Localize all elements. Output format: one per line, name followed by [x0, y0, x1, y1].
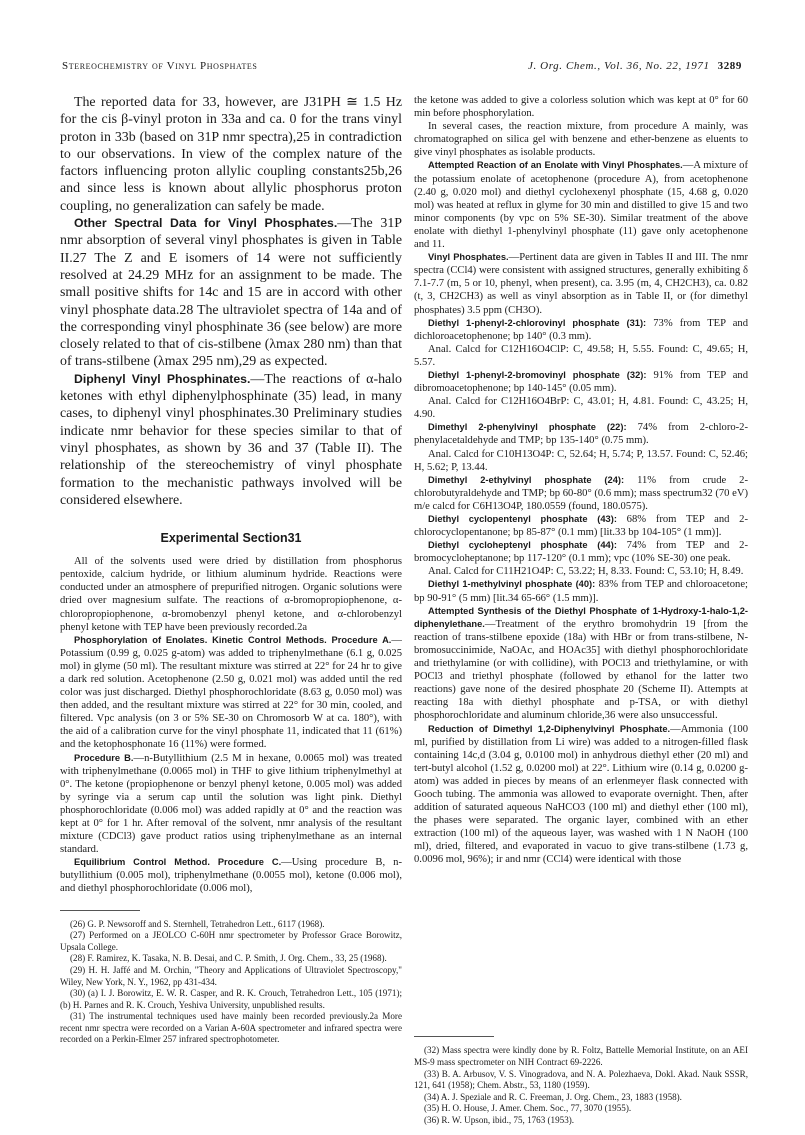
analysis: Anal. Calcd for C12H16O4BrP: C, 43.01; H, 4.81. Found: C, 43.25; H, 4.90.: [414, 396, 748, 421]
paragraph: Dimethyl 2-phenylvinyl phosphate (22): 74% from 2-chloro-2-phenylacetaldehyde and TMP; bp 135-140° (0.75 mm).: [414, 422, 748, 447]
paragraph: Diethyl cyclopentenyl phosphate (43): 68% from TEP and 2-chlorocyclopentanone; bp 85-87° (0.1 mm) [lit.33 bp 104-105° (1 mm)].: [414, 514, 748, 539]
compound-heading: Dimethyl 2-ethylvinyl phosphate (24):: [428, 474, 625, 485]
paragraph: Phosphorylation of Enolates. Kinetic Control Methods. Procedure A.—Potassium (0.99 g, 0.025 g-atom) was added to triphenylmethane (6.1 g, 0.025 mol) in glyme (50 ml). The resultant mixture was stirred at 22° for 24 hr to give a dark red solution. Acetophenone (2.50 g, 0.021 mol) was added until the red color was just discharged. Diethyl phosphorochloridate (8.63 g, 0.050 mol) was then added, and the resultant mixture was stirred at 22° for 30 min, cooled, and filtered. Vpc analysis (on 3 or 5% SE-30 on Chromosorb W at ca. 180°), with the aid of a calibration curve for the vinyl phosphate 11, indicated that 11 (61%) and the ketophosphonate 16 (11%) were formed.: [60, 634, 402, 751]
paragraph: Reduction of Dimethyl 1,2-Diphenylvinyl Phosphate.—Ammonia (100 ml, purified by distillation from Li wire) was added to a nitrogen-filled flask containing 14c,d (3.04 g, 0.0100 mol) in anhydrous diethyl ether (20 ml) and tert-butyl alcohol (1.52 g, 0.0200 mol) at 22°. Lithium wire (0.14 g, 0.0200 g-atom) was added in pieces by means of an erlenmeyer flask connected with Gooch tubing. The ammonia was allowed to evaporate overnight. Then, after addition of saturated aqueous NaHCO3 (100 ml) and diethyl ether (100 ml), the phases were separated. The organic layer, combined with an ether extraction (100 ml) of the aqueous layer, was washed with 1 N NaOH (100 ml), dried, filtered, and evaporated in vacuo to give trans-stilbene (1.73 g, 0.0096 mol, 96%); ir and nmr (CCl4) were identical with those: [414, 723, 748, 866]
run-in-heading: Attempted Synthesis of the Diethyl Phosphate of 1-Hydroxy-1-halo-1,2-diphenylethane.: [414, 605, 748, 629]
compound-heading: Dimethyl 2-phenylvinyl phosphate (22):: [428, 422, 627, 433]
paragraph: All of the solvents used were dried by distillation from phosphorus pentoxide, calcium hydride, or lithium aluminum hydride. Reactions were conducted under an atmosphere of prepurified nitrogen. Organic solutions were dried over magnesium sulfate. The reactions of α-bromopropiophenone, α-chloropropiophenone, α-bromobenzyl phenyl ketone, and α-chlorobenzyl phenyl ketone with TEP have been previously recorded.2a: [60, 556, 402, 633]
paragraph: Vinyl Phosphates.—Pertinent data are given in Tables II and III. The nmr spectra (CCl4) were consistent with assigned structures, generally exhibiting δ 7.1-7.7 (m, 5 or 10, phenyl, when present), ca. 3.95 (m, 4, CH2CH3), ca. 0.82 (t, 3, CH2CH3) as well as vinyl absorption as in Table II, or (for dimethyl phosphates) 3.5 ppm (CH3O).: [414, 252, 748, 316]
paragraph: Diethyl 1-phenyl-2-bromovinyl phosphate (32): 91% from TEP and dibromoacetophenone; bp 140-145° (0.05 mm).: [414, 369, 748, 395]
analysis: Anal. Calcd for C11H21O4P: C, 53.22; H, 8.33. Found: C, 53.10; H, 8.49.: [428, 566, 744, 578]
run-in-heading: Procedure B.: [74, 752, 134, 763]
footnote-rule: [414, 1036, 494, 1037]
compound-heading: Diethyl 1-methylvinyl phosphate (40):: [428, 579, 596, 590]
run-in-heading: Other Spectral Data for Vinyl Phosphates.: [74, 216, 338, 231]
run-in-heading: Reduction of Dimethyl 1,2-Diphenylvinyl Phosphate.: [428, 723, 671, 734]
running-title: Stereochemistry of Vinyl Phosphates: [62, 60, 258, 72]
run-in-heading: Vinyl Phosphates.: [428, 252, 509, 263]
footnote: (30) (a) I. J. Borowitz, E. W. R. Casper, and R. K. Crouch, Tetrahedron Lett., 105 (1971); (b) H. Parnes and R. K. Crouch, Yeshiva University, unpublished results.: [60, 988, 402, 1010]
footnote-rule: [60, 910, 140, 911]
paragraph: Equilibrium Control Method. Procedure C.—Using procedure B, n-butyllithium (0.005 mol), triphenylmethane (0.0055 mol), ketone (0.006 mol), and diethyl phosphorochloridate (0.006 mol),: [60, 857, 402, 895]
footnote: (31) The instrumental techniques used have mainly been recorded previously.2a More recent nmr spectra were recorded on a Varian A-60A spectrometer and infrared spectra were recorded on a Perkin-Elmer 257 infrared spectrophotometer.: [60, 1011, 402, 1045]
section-heading: Experimental Section31: [160, 531, 302, 546]
paragraph: In several cases, the reaction mixture, from procedure A mainly, was chromatographed on silica gel with benzene and ether-benzene as eluents to give vinyl phosphates as isolable products.: [414, 121, 748, 159]
footnote: (33) B. A. Arbusov, V. S. Vinogradova, and N. A. Polezhaeva, Dokl. Akad. Nauk SSSR, 121, 641 (1958); Chem. Abstr., 53, 1180 (1959).: [414, 1068, 748, 1090]
journal-citation: [528, 60, 742, 72]
paragraph: Diethyl 1-phenyl-2-chlorovinyl phosphate (31): 73% from TEP and dichloroacetophenone; bp 140° (0.3 mm).: [414, 317, 748, 342]
paragraph: the ketone was added to give a colorless solution which was kept at 0° for 60 min before phosphorylation.: [414, 95, 748, 120]
paragraph: The reported data for 33, however, are J31PH ≅ 1.5 Hz for the cis β-vinyl proton in 33a and ca. 0 for the trans vinyl proton in 33b (based on 31P nmr spectra),25 in contradiction to our observations. In view of the complex nature of the factors influencing proton allylic coupling constants25b,26 and since less is known about allylic phosphorus proton coupling, no generalization can safely be made.: [60, 95, 402, 214]
right-column: [414, 94, 748, 1129]
left-column: [60, 94, 402, 1129]
footnote: (32) Mass spectra were kindly done by R. Foltz, Battelle Memorial Institute, on an AEI MS-9 mass spectrometer on NIH Contract 69-2226.: [414, 1045, 748, 1067]
paragraph: Dimethyl 2-ethylvinyl phosphate (24): 11% from crude 2-chlorobutyraldehyde and TMP; bp 60-80° (0.6 mm); mass spectrum32 (70 eV) m/e calcd for C6H13O4P, 180.0559 (found, 180.0575).: [414, 474, 748, 512]
paragraph: Diethyl 1-methylvinyl phosphate (40): 83% from TEP and chloroacetone; bp 90-91° (5 mm) [lit.34 65-66° (1.5 mm)].: [414, 579, 748, 604]
paragraph: Attempted Reaction of an Enolate with Vinyl Phosphates.—A mixture of the potassium enolate of acetophenone (procedure A), from acetophenone (2.40 g, 0.020 mol) and diethyl cyclohexenyl phosphate (15, 4.68 g, 0.020 mol) was heated at reflux in glyme for 30 min and distilled to give 15 and two minor components (by vpc on 5% SE-30). Similar treatment of the above enolate with diethyl 1-phenylvinyl phosphate (11) gave only acetophenone and 11.: [414, 160, 748, 251]
run-in-heading: Equilibrium Control Method. Procedure C.: [74, 857, 282, 868]
footnotes-right: [414, 1045, 748, 1126]
run-in-heading: Diphenyl Vinyl Phosphinates.: [74, 371, 251, 386]
compound-heading: Diethyl cyclopentenyl phosphate (43):: [428, 514, 617, 524]
footnote: (36) R. W. Upson, ibid., 75, 1763 (1953).: [424, 1115, 575, 1126]
footnote: (29) H. H. Jaffé and M. Orchin, "Theory and Applications of Ultraviolet Spectroscopy," Wiley, New York, N. Y., 1962, pp 431-434.: [60, 965, 402, 987]
running-head: [62, 60, 742, 78]
footnote: (28) F. Ramirez, K. Tasaka, N. B. Desai, and C. P. Smith, J. Org. Chem., 33, 25 (1968).: [70, 953, 387, 964]
journal-name: J. Org. Chem., Vol. 36, No. 22, 1971: [527, 60, 710, 72]
compound-heading: Diethyl cycloheptenyl phosphate (44):: [428, 540, 617, 551]
compound-heading: Diethyl 1-phenyl-2-chlorovinyl phosphate (31):: [428, 317, 647, 328]
paragraph: Procedure B.—n-Butyllithium (2.5 M in hexane, 0.0065 mol) was treated with triphenylmethane (0.0065 mol) in THF to give lithium triphenylmethyl at 0°. The ketone (propiophenone or benzyl phenyl ketone, 0.005 mol) was added by syringe via a serum cap until the solution was light pink. Diethyl phosphorochloridate (0.006 mol) was added rapidly at 0° and the reaction was kept at 0° for 1 hr. After removal of the solvent, nmr analysis of the resultant mixture (CDCl3) gave product ratios using triphenylmethane as an internal standard.: [60, 752, 402, 856]
paragraph: Attempted Synthesis of the Diethyl Phosphate of 1-Hydroxy-1-halo-1,2-diphenylethane.—Treatment of the erythro bromohydrin 19 [from the reaction of trans-stilbene epoxide (18a) with HBr or from trans-stilbene, N-bromosuccinimide, NaOAc, and HOAc35] with diethyl phosphorochloridate and triethylamine (or with collidine), with POCl3 and triethylamine, or with POCl3 and triethyl phosphate (followed by ethanol for the latter two reactions) gave none of the desired phosphate 20 (Scheme II). Attempts at reacting 18a with diethyl phosphate and p-TSA, or with diethyl phosphorochloridate and aluminum chloride,36 were also unsuccessful.: [414, 605, 748, 722]
page-number: 3289: [717, 60, 742, 72]
run-in-heading: Attempted Reaction of an Enolate with Vinyl Phosphates.: [428, 160, 683, 171]
analysis: Anal. Calcd for C10H13O4P: C, 52.64; H, 5.74; P, 13.57. Found: C, 52.46; H, 5.62; P, 13.44.: [414, 448, 748, 473]
footnote: (35) H. O. House, J. Amer. Chem. Soc., 77, 3070 (1955).: [424, 1103, 632, 1114]
compound-heading: Diethyl 1-phenyl-2-bromovinyl phosphate (32):: [428, 369, 647, 380]
analysis: Anal. Calcd for C12H16O4ClP: C, 49.58; H, 5.55. Found: C, 49.65; H, 5.57.: [414, 343, 748, 368]
paragraph: Other Spectral Data for Vinyl Phosphates.—The 31P nmr absorption of several vinyl phosphates is given in Table II.27 The Z and E isomers of 14 were not sufficiently resolved at 24.29 MHz for an assignment to be made. The small positive shifts for 14c and 15 are in accord with other vinyl phosphate data.28 The ultraviolet spectra of 14a and of the corresponding vinyl phosphinate 36 (see below) are more closely related to that of cis-stilbene (λmax 280 nm) than that of trans-stilbene (λmax 295 nm),29 as expected.: [60, 216, 402, 370]
experimental-text: [60, 555, 402, 895]
run-in-heading: Phosphorylation of Enolates. Kinetic Control Methods. Procedure A.: [74, 634, 392, 645]
paragraph: Diphenyl Vinyl Phosphinates.—The reactions of α-halo ketones with ethyl diphenylphosphinate (35) lead, in many cases, to diphenyl vinyl phosphinates.30 Preliminary studies indicate nmr behavior for these species similar to that of vinyl phosphates, as shown by 36 and 37 (Table II). The relationship of the stereochemistry of vinyl phosphate formation to the mechanistic pathways involved will be considered elsewhere.: [60, 371, 402, 508]
footnotes-left: [60, 919, 402, 1046]
footnote: (27) Performed on a JEOLCO C-60H nmr spectrometer by Professor Grace Borowitz, Upsala College.: [60, 930, 402, 952]
footnote: (26) G. P. Newsoroff and S. Sternhell, Tetrahedron Lett., 6117 (1968).: [70, 918, 325, 929]
paragraph: Diethyl cycloheptenyl phosphate (44): 74% from TEP and 2-bromocycloheptanone; bp 117-120° (0.1 mm); vpc (10% SE-30) one peak.: [414, 540, 748, 565]
experimental-text-continued: [414, 94, 748, 1029]
footnote: (34) A. J. Speziale and R. C. Freeman, J. Org. Chem., 23, 1883 (1958).: [424, 1091, 682, 1102]
footnotes-right-block: [414, 1022, 748, 1127]
discussion-text: [60, 94, 402, 509]
